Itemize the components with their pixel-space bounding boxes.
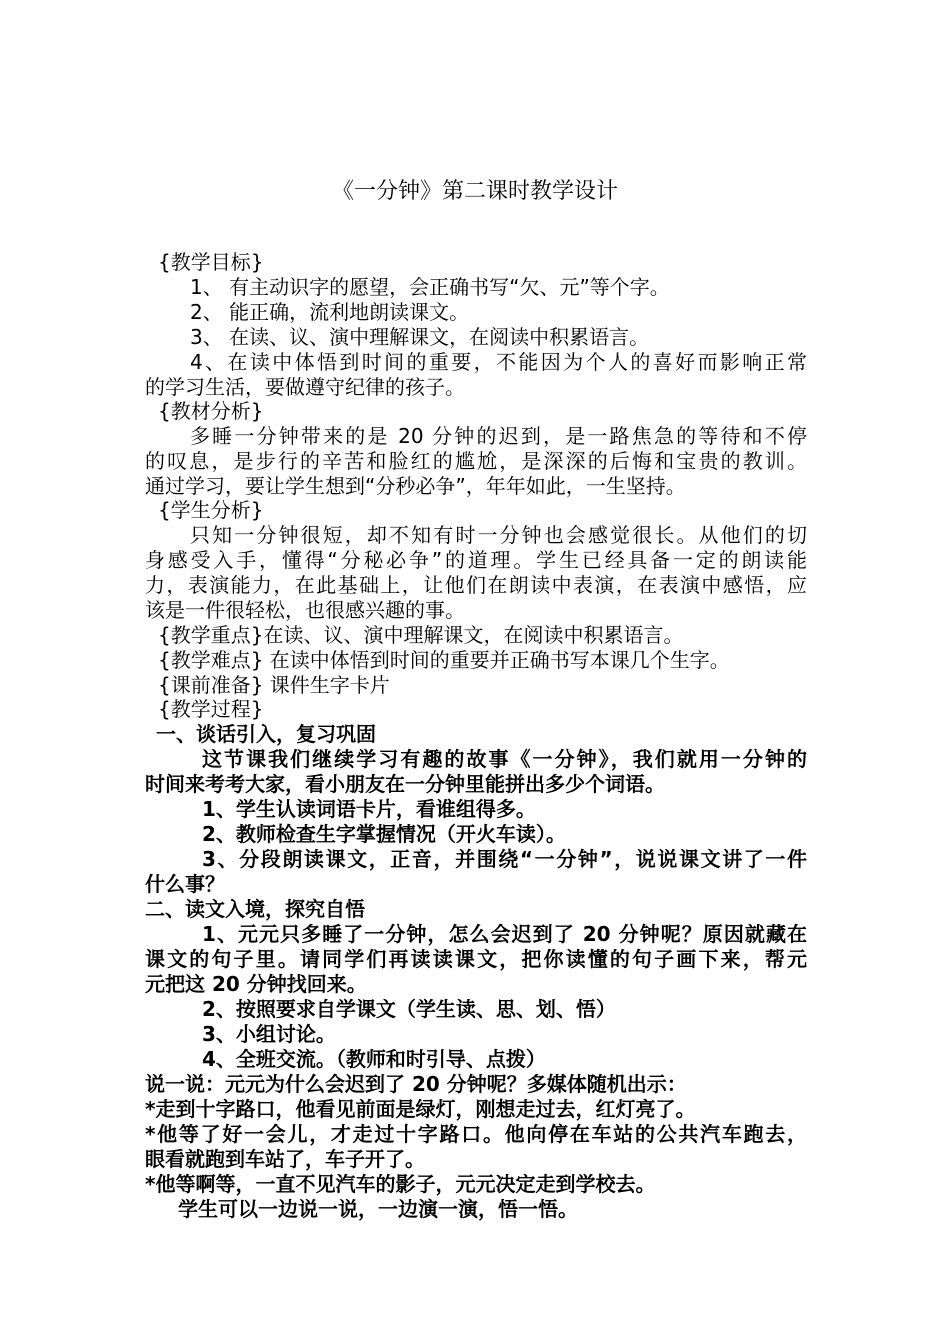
paragraph-line: 只知一分钟很短，却不知有时一分钟也会感觉很长。从他们的切 bbox=[190, 523, 807, 547]
goal-item: 1、 有主动识字的愿望，会正确书写“欠、元”等个字。 bbox=[190, 275, 670, 299]
quoted-sentence-continuation: 眼看就跑到车站了，车子开了。 bbox=[145, 1147, 425, 1171]
goal-item: 3、 在读、议、演中理解课文，在阅读中积累语言。 bbox=[190, 325, 650, 349]
step-item: 3、小组讨论。 bbox=[202, 1022, 336, 1046]
step-item: 4、全班交流。（教师和时引导、点拨） bbox=[202, 1047, 546, 1071]
goal-item: 2、 能正确，流利地朗读课文。 bbox=[190, 300, 470, 324]
discussion-prompt: 说一说：元元为什么会迟到了 20 分钟呢？多媒体随机出示： bbox=[145, 1072, 687, 1096]
closing-line: 学生可以一边说一说，一边演一演，悟一悟。 bbox=[178, 1197, 578, 1221]
section-key-points: {教学重点}在读、议、演中理解课文，在阅读中积累语言。 bbox=[158, 623, 684, 647]
step-item: 1、元元只多睡了一分钟，怎么会迟到了 20 分钟呢？原因就藏在 bbox=[202, 922, 807, 946]
step-item-continuation: 元把这 20 分钟找回来。 bbox=[145, 972, 367, 996]
step-item-continuation: 什么事？ bbox=[145, 872, 225, 896]
quoted-sentence: *他等了好一会儿，才走过十字路口。他向停在车站的公共汽车跑去， bbox=[145, 1122, 807, 1146]
quoted-sentence: *他等啊等，一直不见汽车的影子，元元决定走到学校去。 bbox=[145, 1172, 656, 1196]
paragraph-line: 时间来考考大家，看小朋友在一分钟里能拼出多少个词语。 bbox=[145, 772, 665, 796]
section-heading-process: {教学过程} bbox=[158, 697, 264, 721]
paragraph-line: 力，表演能力，在此基础上，让他们在朗读中表演，在表演中感悟，应 bbox=[145, 573, 807, 597]
goal-item: 4、在读中体悟到时间的重要，不能因为个人的喜好而影响正常 bbox=[190, 350, 807, 374]
paragraph-line: 通过学习，要让学生想到“分秒必争”，年年如此，一生坚持。 bbox=[145, 474, 686, 498]
section-difficulties: {教学难点} 在读中体悟到时间的重要并正确书写本课几个生字。 bbox=[158, 648, 730, 672]
paragraph-line: 这节课我们继续学习有趣的故事《一分钟》，我们就用一分钟的 bbox=[202, 747, 807, 771]
step-item: 2、按照要求自学课文（学生读、思、划、悟） bbox=[202, 997, 616, 1021]
step-item-continuation: 课文的句子里。请同学们再读读课文，把你读懂的句子画下来，帮元 bbox=[145, 947, 807, 971]
step-heading-1: 一、谈话引入，复习巩固 bbox=[156, 722, 376, 746]
document-title: 《一分钟》第二课时教学设计 bbox=[331, 179, 618, 204]
step-item: 1、学生认读词语卡片，看谁组得多。 bbox=[202, 797, 536, 821]
paragraph-line: 多睡一分钟带来的是 20 分钟的迟到，是一路焦急的等待和不停 bbox=[190, 424, 807, 448]
paragraph-line: 该是一件很轻松，也很感兴趣的事。 bbox=[145, 598, 465, 622]
quoted-sentence: *走到十字路口，他看见前面是绿灯，刚想走过去，红灯亮了。 bbox=[145, 1097, 696, 1121]
step-item: 3、分段朗读课文，正音，并围绕“一分钟”，说说课文讲了一件 bbox=[202, 847, 807, 871]
step-heading-2: 二、读文入境，探究自悟 bbox=[145, 897, 365, 921]
paragraph-line: 身感受入手，懂得“分秘必争”的道理。学生已经具备一定的朗读能 bbox=[145, 548, 807, 572]
section-preparation: {课前准备} 课件生字卡片 bbox=[158, 673, 390, 697]
section-heading-goals: {教学目标} bbox=[158, 250, 264, 274]
step-item: 2、教师检查生字掌握情况（开火车读）。 bbox=[202, 822, 566, 846]
section-heading-students: {学生分析} bbox=[158, 498, 264, 522]
paragraph-line: 的叹息，是步行的辛苦和脸红的尴尬，是深深的后悔和宝贵的教训。 bbox=[145, 449, 807, 473]
section-heading-material: {教材分析} bbox=[158, 399, 264, 423]
goal-item-continuation: 的学习生活，要做遵守纪律的孩子。 bbox=[145, 375, 465, 399]
